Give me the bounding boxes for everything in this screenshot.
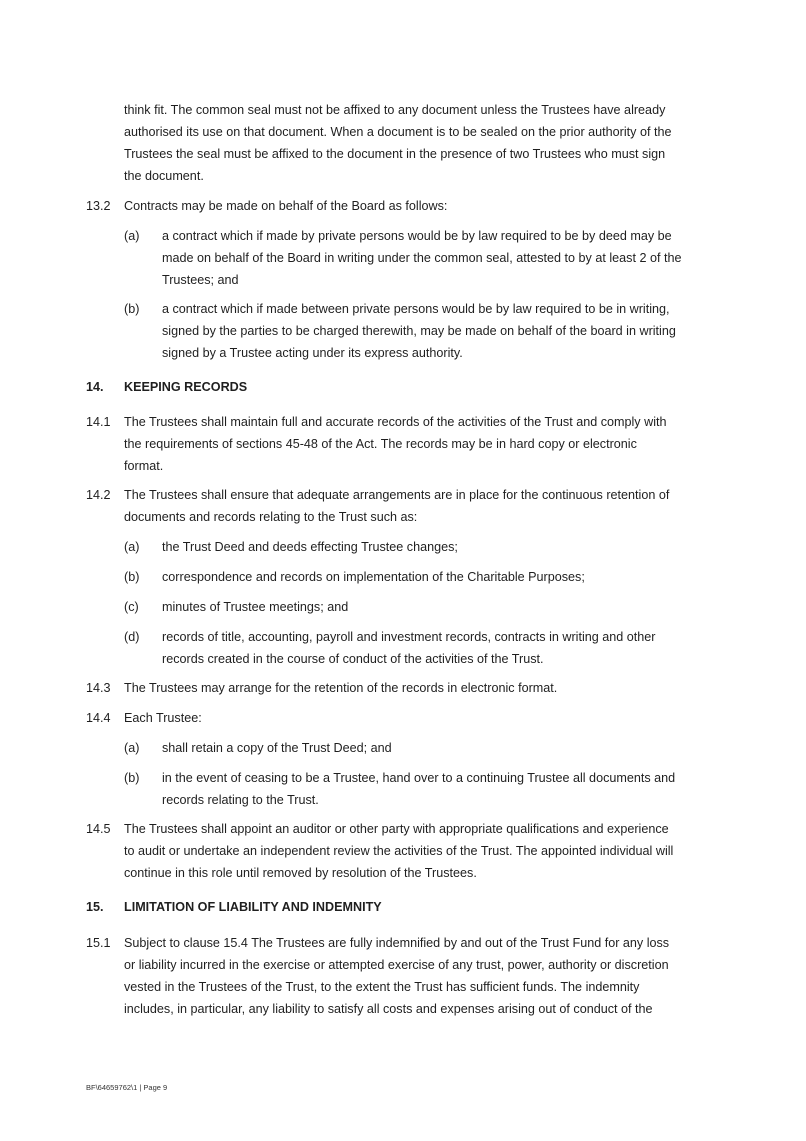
sub-clause-line: records relating to the Trust. bbox=[162, 793, 319, 807]
sub-clause-line: signed by a Trustee acting under its express authority. bbox=[162, 346, 463, 360]
intro-line: Trustees the seal must be affixed to the document in the presence of two Trustees who must sign bbox=[124, 147, 666, 161]
clause-line: or liability incurred in the exercise or attempted exercise of any trust, power, authority or discretion bbox=[124, 958, 669, 972]
sub-clause-text: the Trust Deed and deeds effecting Trustee changes; bbox=[162, 540, 458, 554]
clause-line: includes, in particular, any liability to satisfy all costs and expenses arising out of conduct of the bbox=[124, 1002, 653, 1016]
clause-number: 14.1 bbox=[86, 415, 111, 429]
sub-clause-label: (a) bbox=[124, 229, 140, 243]
clause-line: to audit or undertake an independent review the activities of the Trust. The appointed individual will bbox=[124, 844, 674, 858]
sub-clause-line: a contract which if made by private persons would be by law required to be by deed may be bbox=[162, 229, 672, 243]
sub-clause-line: records of title, accounting, payroll and investment records, contracts in writing and other bbox=[162, 630, 656, 644]
section-heading: KEEPING RECORDS bbox=[124, 380, 248, 394]
clause-number: 14.3 bbox=[86, 681, 111, 695]
intro-line: authorised its use on that document. When a document is to be sealed on the prior authority of the bbox=[124, 125, 672, 139]
sub-clause-text: shall retain a copy of the Trust Deed; and bbox=[162, 741, 392, 755]
clause-text: Contracts may be made on behalf of the Board as follows: bbox=[124, 199, 448, 213]
page-footer: BF\64659762\1 | Page 9 bbox=[86, 1083, 168, 1092]
clause-line: documents and records relating to the Trust such as: bbox=[124, 510, 418, 524]
clause-number: 15.1 bbox=[86, 936, 111, 950]
sub-clause-label: (b) bbox=[124, 570, 140, 584]
section-number: 14. bbox=[86, 380, 104, 394]
sub-clause-line: Trustees; and bbox=[162, 273, 239, 287]
intro-line: think fit. The common seal must not be affixed to any document unless the Trustees have already bbox=[124, 103, 666, 117]
sub-clause-label: (b) bbox=[124, 302, 140, 316]
sub-clause-line: records created in the course of conduct of the activities of the Trust. bbox=[162, 652, 544, 666]
section-number: 15. bbox=[86, 900, 104, 914]
clause-line: The Trustees shall maintain full and accurate records of the activities of the Trust and comply with bbox=[124, 415, 667, 429]
sub-clause-label: (c) bbox=[124, 600, 139, 614]
clause-number: 14.4 bbox=[86, 711, 111, 725]
sub-clause-line: made on behalf of the Board in writing under the common seal, attested to by at least 2 of the bbox=[162, 251, 682, 265]
clause-line: format. bbox=[124, 459, 164, 473]
clause-number: 14.5 bbox=[86, 822, 111, 836]
sub-clause-label: (a) bbox=[124, 741, 140, 755]
section-heading: LIMITATION OF LIABILITY AND INDEMNITY bbox=[124, 900, 382, 914]
clause-line: The Trustees shall ensure that adequate arrangements are in place for the continuous retention of bbox=[124, 488, 670, 502]
clause-line: the requirements of sections 45-48 of the Act. The records may be in hard copy or electronic bbox=[124, 437, 637, 451]
clause-line: continue in this role until removed by resolution of the Trustees. bbox=[124, 866, 477, 880]
sub-clause-text: minutes of Trustee meetings; and bbox=[162, 600, 349, 614]
clause-number: 14.2 bbox=[86, 488, 111, 502]
sub-clause-label: (d) bbox=[124, 630, 140, 644]
clause-text: Each Trustee: bbox=[124, 711, 202, 725]
intro-line: the document. bbox=[124, 169, 204, 183]
sub-clause-label: (b) bbox=[124, 771, 140, 785]
clause-number: 13.2 bbox=[86, 199, 111, 213]
clause-text: The Trustees may arrange for the retention of the records in electronic format. bbox=[124, 681, 558, 695]
sub-clause-label: (a) bbox=[124, 540, 140, 554]
clause-line: Subject to clause 15.4 The Trustees are fully indemnified by and out of the Trust Fund for any loss bbox=[124, 936, 670, 950]
sub-clause-line: signed by the parties to be charged therewith, may be made on behalf of the board in writing bbox=[162, 324, 676, 338]
sub-clause-line: a contract which if made between private persons would be by law required to be in writing, bbox=[162, 302, 670, 316]
sub-clause-line: in the event of ceasing to be a Trustee, hand over to a continuing Trustee all documents and bbox=[162, 771, 676, 785]
clause-line: The Trustees shall appoint an auditor or other party with appropriate qualifications and experience bbox=[124, 822, 669, 836]
sub-clause-text: correspondence and records on implementation of the Charitable Purposes; bbox=[162, 570, 585, 584]
clause-line: vested in the Trustees of the Trust, to the extent the Trust has sufficient funds. The indemnity bbox=[124, 980, 640, 994]
